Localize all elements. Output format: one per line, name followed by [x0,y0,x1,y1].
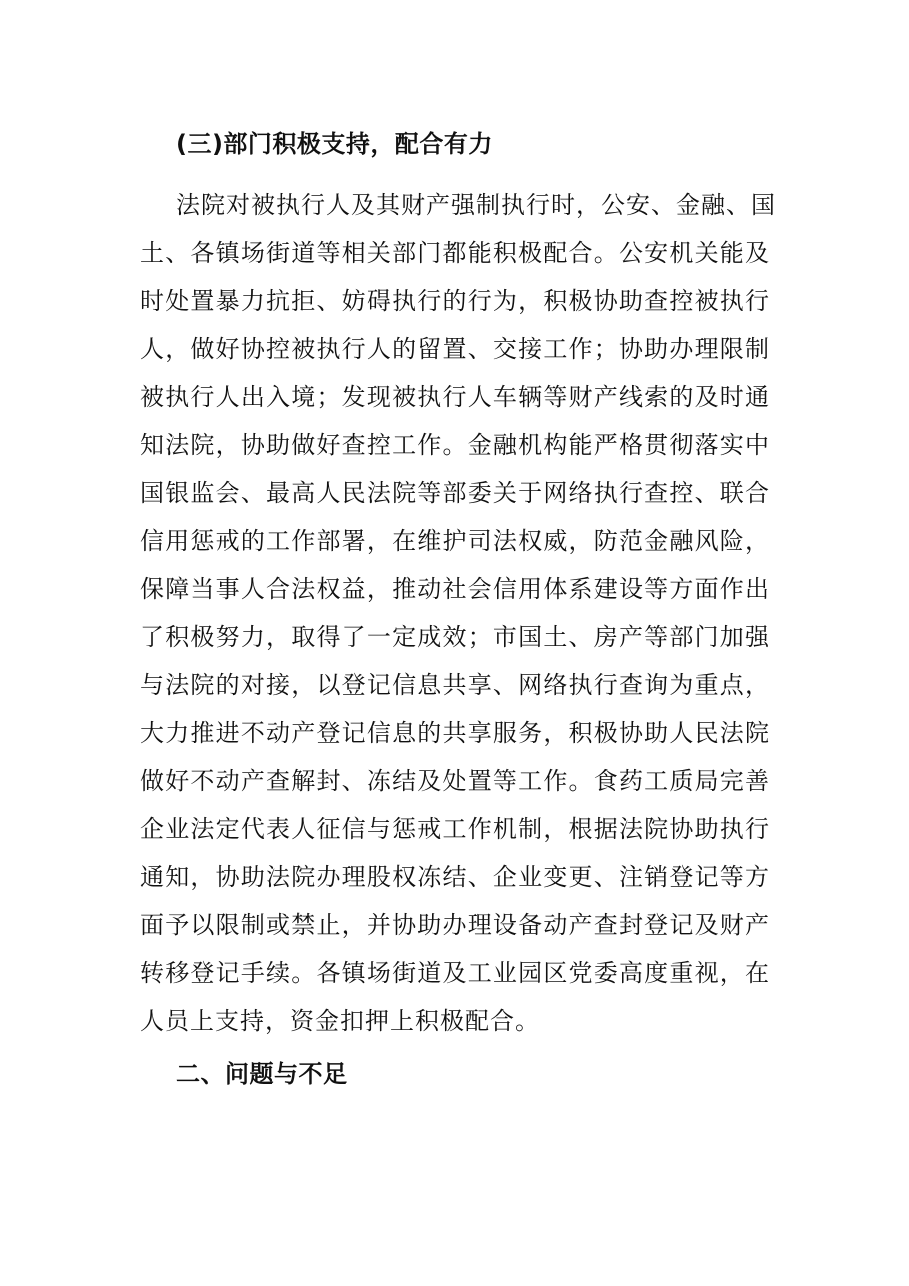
paragraph-line: 国银监会、最高人民法院等部委关于网络执行查控、联合 [140,479,770,507]
paragraph-line: 通知，协助法院办理股权冻结、企业变更、注销登记等方 [140,863,770,891]
paragraph-line: 企业法定代表人征信与惩戒工作机制，根据法院协助执行 [140,815,770,843]
paragraph-line: 信用惩戒的工作部署，在维护司法权威，防范金融风险， [140,527,770,555]
paragraph-line: 人，做好协控被执行人的留置、交接工作；协助办理限制 [140,335,770,363]
paragraph-line: 做好不动产查解封、冻结及处置等工作。食药工质局完善 [140,767,770,795]
paragraph-line: 被执行人出入境；发现被执行人车辆等财产线索的及时通 [140,383,770,411]
paragraph-line: 了积极努力，取得了一定成效；市国土、房产等部门加强 [140,623,770,651]
section-heading: 二、问题与不足 [176,1060,348,1088]
paragraph-line: 人员上支持，资金扣押上积极配合。 [140,1007,540,1035]
subsection-heading: (三)部门积极支持，配合有力 [176,130,493,158]
paragraph-line: 大力推进不动产登记信息的共享服务，积极协助人民法院 [140,719,770,747]
paragraph-line: 保障当事人合法权益，推动社会信用体系建设等方面作出 [140,575,770,603]
paragraph-line: 土、各镇场街道等相关部门都能积极配合。公安机关能及 [140,239,770,267]
paragraph-line: 面予以限制或禁止，并协助办理设备动产查封登记及财产 [140,911,770,939]
paragraph-line: 时处置暴力抗拒、妨碍执行的行为，积极协助查控被执行 [140,287,770,315]
paragraph-line: 与法院的对接，以登记信息共享、网络执行查询为重点， [140,671,770,699]
paragraph-line: 法院对被执行人及其财产强制执行时，公安、金融、国 [176,191,776,219]
paragraph-line: 转移登记手续。各镇场街道及工业园区党委高度重视，在 [140,959,770,987]
paragraph-line: 知法院，协助做好查控工作。金融机构能严格贯彻落实中 [140,431,770,459]
